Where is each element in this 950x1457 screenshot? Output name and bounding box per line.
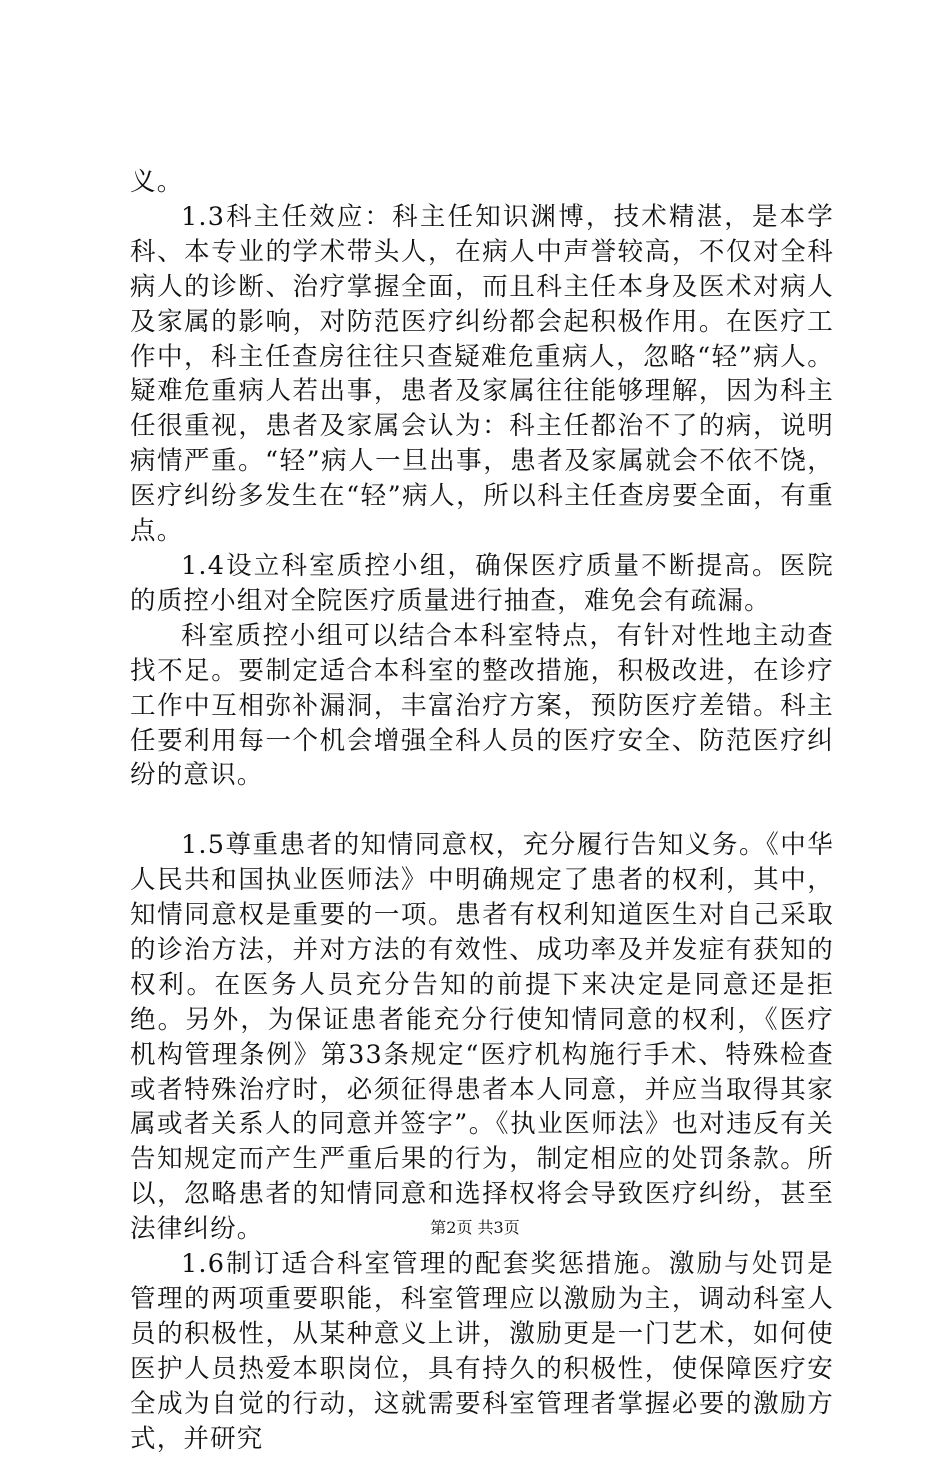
paragraph-1-4: 1.4设立科室质控小组，确保医疗质量不断提高。医院的质控小组对全院医疗质量进行抽查，难免会有疏漏。 [130,550,834,616]
paragraph-continuation: 义。 [130,167,184,197]
paragraph-1-3: 1.3科主任效应：科主任知识渊博，技术精湛，是本学科、本专业的学术带头人，在病人中声誉较高，不仅对全科病人的诊断、治疗掌握全面，而且科主任本身及医术对病人及家属的影响，对防范医疗纠纷都会起积极作用。在医疗工作中，科主任查房往往只查疑难危重病人，忽略“轻”病人。疑难危重病人若出事，患者及家属往往能够理解，因为科主任很重视，患者及家属会认为：科主任都治不了的病，说明病情严重。“轻”病人一旦出事，患者及家属就会不依不饶，医疗纠纷多发生在“轻”病人，所以科主任查房要全面，有重点。 [130,201,834,547]
document-body [130,165,834,1457]
paragraph-1-6: 1.6制订适合科室管理的配套奖惩措施。激励与处罚是管理的两项重要职能，科室管理应以激励为主，调动科室人员的积极性，从某种意义上讲，激励更是一门艺术，如何使医护人员热爱本职岗位，具有持久的积极性，使保障医疗安全成为自觉的行动，这就需要科室管理者掌握必要的激励方式，并研究 [130,1249,834,1454]
paragraph-quality-group: 科室质控小组可以结合本科室特点，有针对性地主动查找不足。要制定适合本科室的整改措施，积极改进，在诊疗工作中互相弥补漏洞，丰富治疗方案，预防医疗差错。科主任要利用每一个机会增强全科人员的医疗安全、防范医疗纠纷的意识。 [130,620,834,791]
paragraph-1-5: 1.5尊重患者的知情同意权，充分履行告知义务。《中华人民共和国执业医师法》中明确规定了患者的权利，其中，知情同意权是重要的一项。患者有权利知道医生对自己采取的诊治方法，并对方法的有效性、成功率及并发症有获知的权利。在医务人员充分告知的前提下来决定是同意还是拒绝。另外，为保证患者能充分行使知情同意的权利，《医疗机构管理条例》第33条规定“医疗机构施行手术、特殊检查或者特殊治疗时，必须征得患者本人同意，并应当取得其家属或者关系人的同意并签字”。《执业医师法》也对违反有关告知规定而产生严重后果的行为，制定相应的处罚条款。所以，忽略患者的知情同意和选择权将会导致医疗纠纷，甚至法律纠纷。 [130,830,834,1245]
page-number-footer: 第2页 共3页 [430,1218,520,1237]
